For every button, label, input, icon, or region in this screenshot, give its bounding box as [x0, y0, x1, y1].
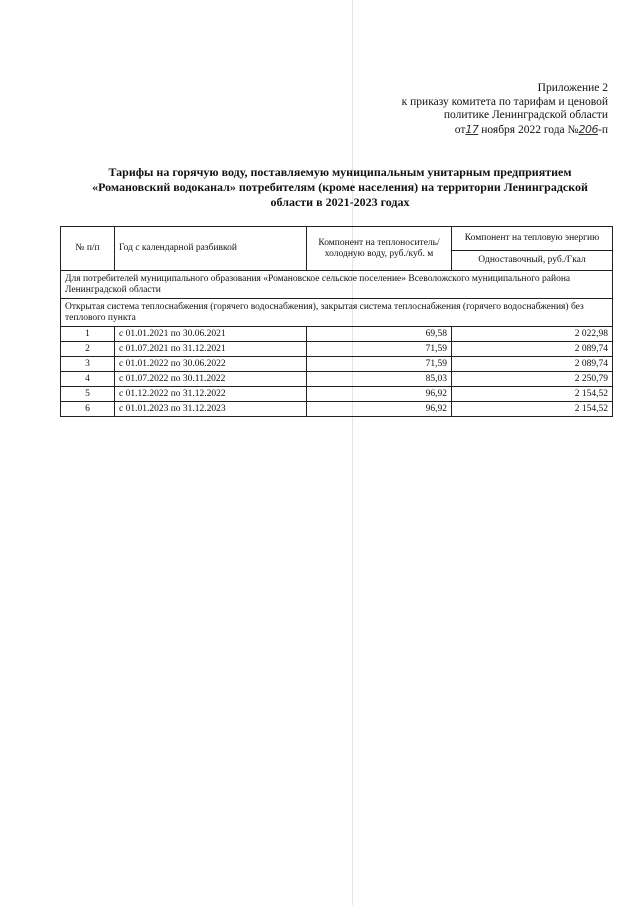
header-heat-single-rate: Одноставочный, руб./Гкал	[452, 251, 613, 271]
row-water-tariff: 71,59	[307, 342, 452, 357]
table-row	[61, 357, 613, 372]
row-num: 6	[61, 402, 115, 417]
table-row	[61, 327, 613, 342]
row-heat-tariff: 2 154,52	[452, 387, 613, 402]
row-num: 1	[61, 327, 115, 342]
row-period: с 01.01.2023 по 31.12.2023	[115, 402, 307, 417]
row-period: с 01.01.2021 по 30.06.2021	[115, 327, 307, 342]
section-consumer-label: Для потребителей муниципального образования «Романовское сельское поселение» Всеволожского муниципального района Ленинградской области	[61, 271, 613, 299]
row-heat-tariff: 2 089,74	[452, 342, 613, 357]
row-water-tariff: 85,03	[307, 372, 452, 387]
header-water-component: Компонент на теплоноситель/ холодную воду, руб./куб. м	[307, 227, 452, 271]
table-row	[61, 372, 613, 387]
row-num: 3	[61, 357, 115, 372]
row-water-tariff: 69,58	[307, 327, 452, 342]
header-period: Год с календарной разбивкой	[115, 227, 307, 271]
appendix-line-1: Приложение 2	[537, 82, 608, 94]
order-suffix: -п	[598, 123, 608, 136]
table-row	[61, 387, 613, 402]
table-header-row	[61, 227, 613, 251]
appendix-line-2: к приказу комитета по тарифам и ценовой	[401, 95, 608, 108]
row-water-tariff: 96,92	[307, 402, 452, 417]
row-heat-tariff: 2 154,52	[452, 402, 613, 417]
handwritten-order-number: 206	[578, 122, 599, 136]
appendix-header	[348, 82, 608, 137]
tariff-table	[60, 226, 613, 417]
header-heat-component: Компонент на тепловую энергию	[452, 227, 613, 251]
date-rest: ноября 2022 года №	[481, 123, 579, 136]
handwritten-day: 17	[465, 122, 479, 136]
row-period: с 01.01.2022 по 30.06.2022	[115, 357, 307, 372]
row-num: 4	[61, 372, 115, 387]
row-period: с 01.07.2022 по 30.11.2022	[115, 372, 307, 387]
section-consumer-row	[61, 271, 613, 299]
table-row	[61, 342, 613, 357]
row-num: 2	[61, 342, 115, 357]
title-line-1: Тарифы на горячую воду, поставляемую муниципальным унитарным предприятием	[108, 165, 572, 179]
row-heat-tariff: 2 022,98	[452, 327, 613, 342]
row-water-tariff: 96,92	[307, 387, 452, 402]
header-num: № п/п	[61, 227, 115, 271]
section-system-label: Открытая система теплоснабжения (горячего водоснабжения), закрытая система теплоснабжения (горячего водоснабжения) без теплового пункта	[61, 299, 613, 327]
date-prefix: от	[454, 123, 466, 136]
table-row	[61, 402, 613, 417]
appendix-date-line	[348, 123, 608, 138]
row-heat-tariff: 2 250,79	[452, 372, 613, 387]
row-heat-tariff: 2 089,74	[452, 357, 613, 372]
appendix-line-3: политике Ленинградской области	[443, 109, 608, 121]
document-title	[60, 165, 620, 210]
row-num: 5	[61, 387, 115, 402]
row-period: с 01.12.2022 по 31.12.2022	[115, 387, 307, 402]
row-period: с 01.07.2021 по 31.12.2021	[115, 342, 307, 357]
row-water-tariff: 71,59	[307, 357, 452, 372]
title-line-3: области в 2021-2023 годах	[270, 195, 410, 209]
title-line-2: «Романовский водоканал» потребителям (кроме населения) на территории Ленинградской	[92, 180, 588, 194]
section-system-row	[61, 299, 613, 327]
